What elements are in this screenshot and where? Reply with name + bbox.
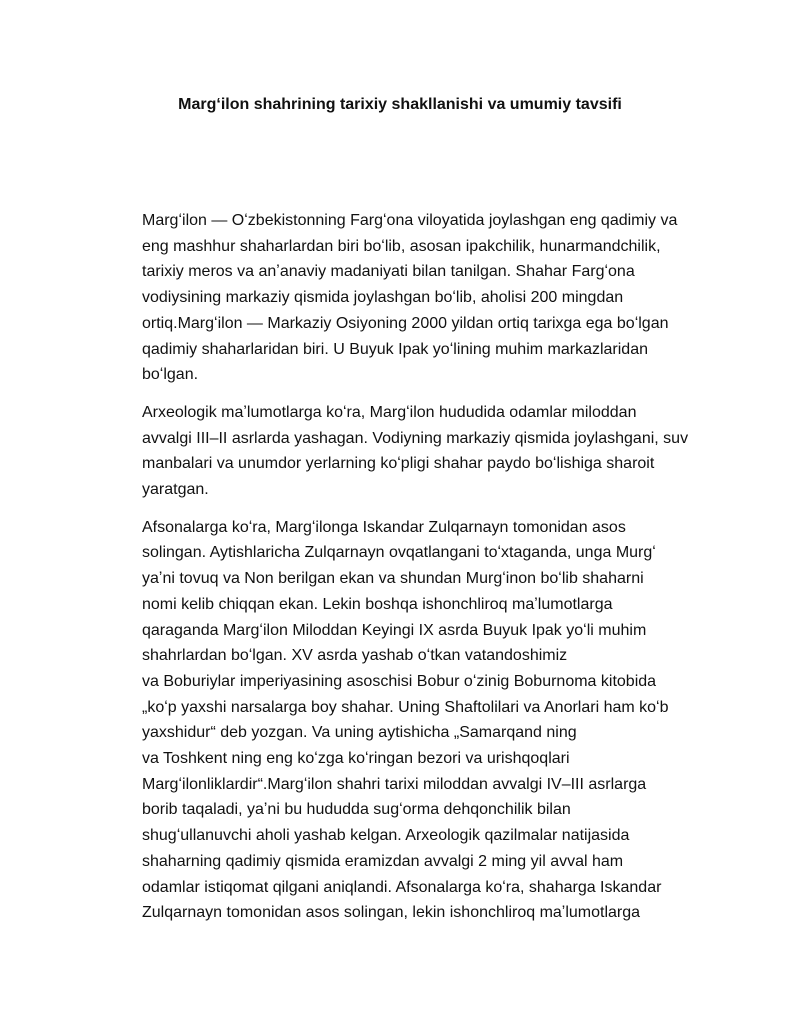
- paragraph-1: [142, 208, 702, 388]
- text-line: shugʻullanuvchi aholi yashab kelgan. Arxeologik qazilmalar natijasida: [142, 827, 630, 845]
- text-line: vodiysining markaziy qismida joylashgan boʻlib, aholisi 200 mingdan: [142, 289, 624, 307]
- text-line: Margʻilon — Oʻzbekistonning Fargʻona viloyatida joylashgan eng qadimiy va: [142, 212, 678, 229]
- paragraph-2: [142, 400, 702, 503]
- text-line: manbalari va unumdor yerlarning koʻpligi shahar paydo boʻlishiga sharoit: [142, 455, 655, 473]
- text-line: shahrlardan boʻlgan. XV asrda yashab oʻtkan vatandoshimiz: [142, 647, 568, 665]
- text-line: yaratgan.: [142, 481, 209, 499]
- text-line: boʻlgan.: [142, 366, 199, 384]
- text-line: yaʼni tovuq va Non berilgan ekan va shundan Murgʻinon boʻlib shaharni: [142, 570, 644, 588]
- text-line: solingan. Aytishlaricha Zulqarnayn ovqatlangani toʻxtaganda, unga Murgʻ: [142, 544, 656, 562]
- text-line: yaxshidur“ deb yozgan. Va uning aytishicha „Samarqand ning: [142, 724, 577, 742]
- text-line: Margʻilonliklardir“.Margʻilon shahri tarixi miloddan avvalgi IV–III asrlarga: [142, 775, 647, 793]
- text-line: shaharning qadimiy qismida eramizdan avvalgi 2 ming yil avval ham: [142, 852, 624, 870]
- text-line: eng mashhur shaharlardan biri boʻlib, asosan ipakchilik, hunarmandchilik,: [142, 237, 661, 255]
- text-line: tarixiy meros va anʼanaviy madaniyati bilan tanilgan. Shahar Fargʻona: [142, 263, 635, 281]
- text-line: odamlar istiqomat qilgani aniqlandi. Afsonalarga koʻra, shaharga Iskandar: [142, 878, 662, 896]
- text-line: nomi kelib chiqqan ekan. Lekin boshqa ishonchliroq maʼlumotlarga: [142, 595, 613, 613]
- text-line: qaraganda Margʻilon Miloddan Keyingi IX asrda Buyuk Ipak yoʻli muhim: [142, 621, 647, 639]
- paragraph-3: [142, 515, 702, 926]
- text-line: Zulqarnayn tomonidan asos solingan, lekin ishonchliroq maʼlumotlarga: [142, 904, 641, 922]
- text-line: „koʻp yaxshi narsalarga boy shahar. Uning Shaftolilari va Anorlari ham koʻb: [142, 698, 669, 716]
- text-line: qadimiy shaharlaridan biri. U Buyuk Ipak yoʻlining muhim markazlaridan: [142, 340, 648, 358]
- document-body: [142, 208, 702, 938]
- text-line: Afsonalarga koʻra, Margʻilonga Iskandar Zulqarnayn tomonidan asos: [142, 518, 626, 536]
- text-line: Arxeologik maʼlumotlarga koʻra, Margʻilon hududida odamlar miloddan: [142, 403, 637, 421]
- text-line: avvalgi III–II asrlarda yashagan. Vodiyning markaziy qismida joylashgani, suv: [142, 429, 689, 447]
- text-line: va Toshkent ning eng koʻzga koʻringan bezori va urishqoqlari: [142, 750, 570, 768]
- text-line: va Boburiylar imperiyasining asoschisi Bobur oʻzinig Boburnoma kitobida: [142, 672, 657, 690]
- text-line: ortiq.Margʻilon — Markaziy Osiyoning 2000 yildan ortiq tarixga ega boʻlgan: [142, 314, 669, 332]
- text-line: borib taqaladi, yaʼni bu hududda sugʻorma dehqonchilik bilan: [142, 801, 571, 819]
- document-title: Margʻilon shahrining tarixiy shakllanishi va umumiy tavsifi: [178, 96, 622, 113]
